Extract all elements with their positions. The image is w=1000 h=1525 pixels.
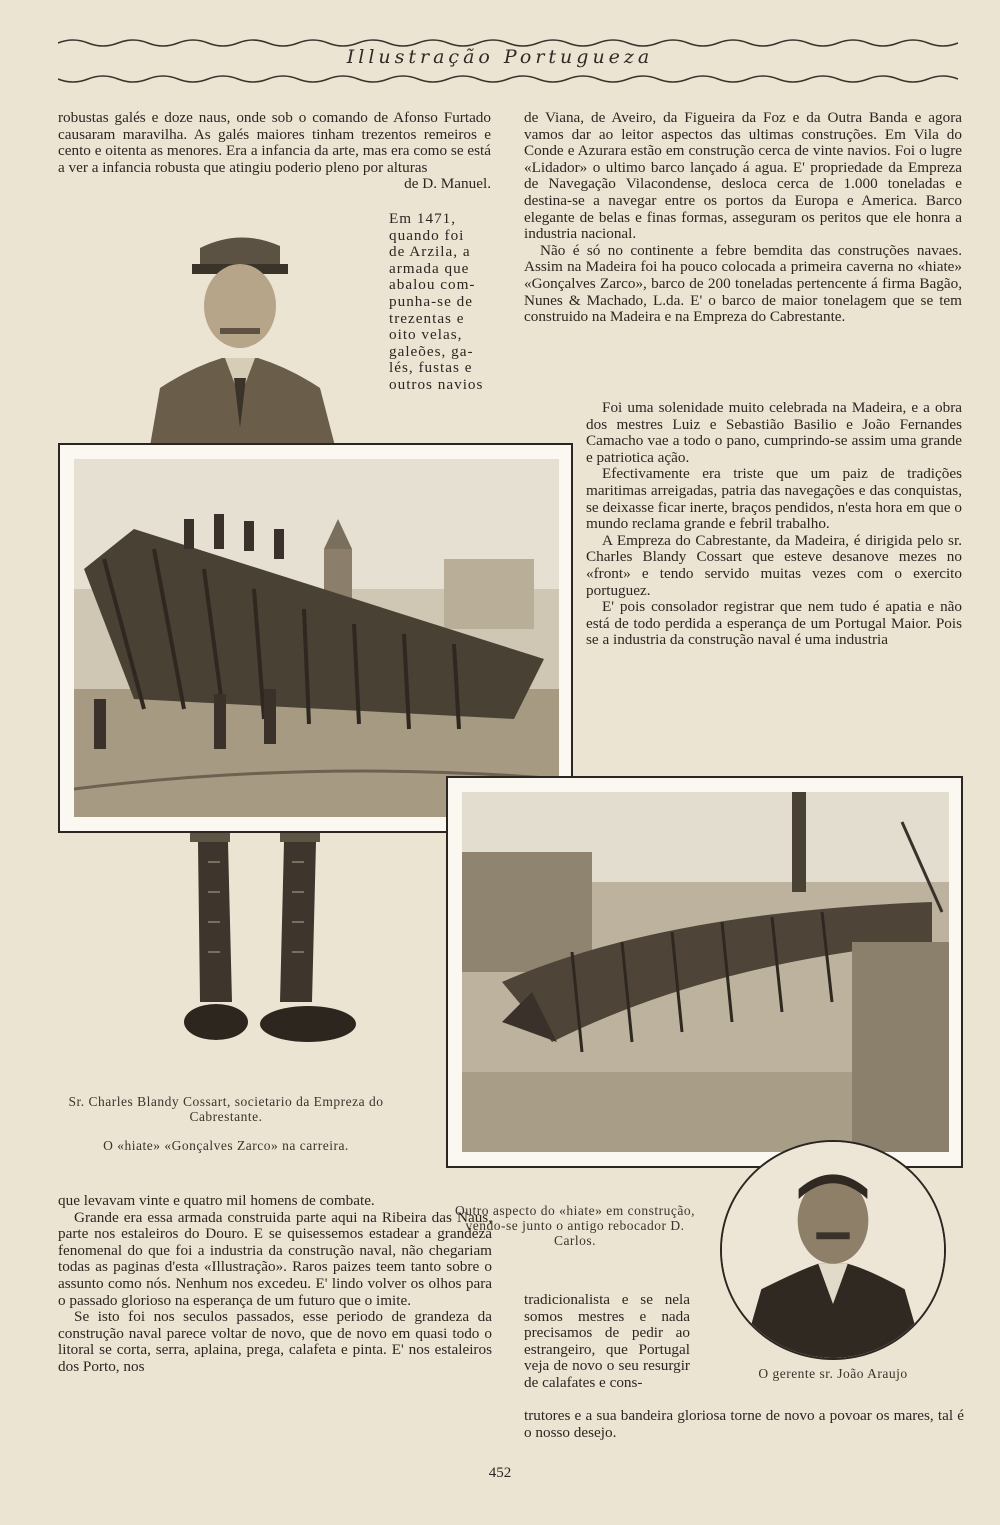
narrow-line: punha-se de	[389, 292, 473, 310]
narrow-line: Em 1471,	[389, 210, 457, 227]
photo-hiate-na-carreira	[58, 443, 573, 833]
left-paragraph-end: de D. Manuel.	[404, 175, 491, 193]
middle-bottom-paragraph: tradicionalista e se nela somos mestres e nada precisamos de pedir ao estrangeiro, que Portugal veja de novo o seu resurgir de calafates e cons-	[524, 1291, 690, 1391]
middle-bottom-narrow-text	[524, 1292, 690, 1392]
left-narrow-text	[389, 211, 494, 394]
portrait-joao-araujo	[720, 1140, 946, 1360]
caption-hiate-carreira: O «hiate» «Gonçalves Zarco» na carreira.	[103, 1138, 349, 1153]
ship-hull-construction-image	[462, 792, 949, 1152]
officer-portrait-photo	[130, 228, 345, 446]
narrow-line: quando foi	[389, 226, 465, 244]
narrow-line: trezentas e	[389, 309, 465, 327]
photo-outro-aspecto-hiate	[446, 776, 963, 1168]
right-paragraph: Efectivamente era triste que um paiz de tradições maritimas arreigadas, patria das navegações e das conquistas, se deixasse ficar inerte, braços pendidos, n'esta hora em que o mundo reclama grande e febril trabalho.	[586, 465, 962, 533]
right-paragraph: Não é só no continente a febre bemdita das construções navaes. Assim na Madeira foi ha pouco colocada a primeira caverna no «hiate» «Gonçalves Zarco», barco de 200 toneladas pertencente á firma Bagão, Nunes & Machado, L.da. E' o barco de maior tonelagem que se tem construido na Madeira e na Empreza do Cabrestante.	[524, 241, 962, 326]
middle-bottom-final-paragraph: trutores e a sua bandeira gloriosa torne de novo a povoar os mares, tal é o nosso desejo.	[524, 1407, 964, 1441]
narrow-line: oito velas,	[389, 326, 463, 344]
middle-bottom-final-text	[524, 1408, 964, 1441]
left-bottom-paragraph: Grande era essa armada construida parte aqui na Ribeira das Naus, parte nos estaleiros do Douro. E se quisessemos estadear a grandeza fenomenal do que foi a industria da construção naval, não chegariam todas as paginas d'esta «Illustração». Raros paizes teem tanto sobre o assunto como nós. Nenhum nos excedeu. E' lindo volver os olhos para o passado glorioso na esperança de um futuro que o imite.	[58, 1208, 492, 1309]
joao-araujo-photo	[722, 1142, 944, 1358]
left-bottom-paragraph: que levavam vinte e quatro mil homens de combate.	[58, 1192, 375, 1209]
narrow-line: de Arzila, a	[389, 243, 471, 261]
right-paragraph: A Empreza do Cabrestante, da Madeira, é dirigida pelo sr. Charles Blandy Cossart que esteve desanove mezes no «front» e tendo servido muitas vezes com o exercito portuguez.	[586, 531, 962, 599]
narrow-line: lés, fustas e	[389, 359, 473, 377]
left-column-top-text	[58, 110, 491, 193]
right-column-top-text	[524, 110, 962, 326]
ship-frame-construction-image	[74, 459, 559, 817]
caption-officer: Sr. Charles Blandy Cossart, societario da Empreza do Cabrestante.	[68, 1094, 384, 1124]
narrow-line: abalou com-	[389, 276, 476, 294]
right-paragraph: de Viana, de Aveiro, da Figueira da Foz e da Outra Banda e agora vamos dar ao leitor aspectos das ultimas construções. Em Vila do Conde e Azurara estão em construção cerca de vinte navios. Foi o lugre «Lidador» o ultimo barco lançado á agua. E' propriedade da Empreza de Navegação Vilacondense, desloca cerca de 1.000 toneladas e destina-se a navegar entre os portos da Europa e America. Barco elegante de belas e finas formas, asseguram os peritos que ele honra a industria nacional.	[524, 109, 962, 243]
right-paragraph: Foi uma solenidade muito celebrada na Madeira, e a obra dos mestres Luiz e Sebastião Basilio e João Fernandes Camacho vae a todo o pano, cumprindo-se assim uma grande e patriotica ação.	[586, 399, 962, 466]
caption-gerente: O gerente sr. João Araujo	[758, 1366, 908, 1381]
narrow-line: armada que	[389, 259, 470, 277]
left-paragraph: robustas galés e doze naus, onde sob o comando de Afonso Furtado causaram maravilha. As galés maiores tinham trezentos remeiros e cento e oitenta as menores. Era a infancia da arte, mas era como se está a ver a infancia robusta que atingiu poderio pleno por alturas	[58, 109, 491, 176]
page-number: 452	[488, 1465, 512, 1481]
header-wave-bottom	[58, 72, 958, 86]
officer-legs-photo	[180, 832, 370, 1047]
page-header-title: Illustração Portugueza	[346, 46, 654, 68]
left-bottom-paragraph: Se isto foi nos seculos passados, esse periodo de grandeza da construção naval parece voltar de novo, que de novo em quasi todo o litoral se corta, serra, aplaina, prega, calafeta e pinta. E' nos estaleiros dos Porto, nos	[58, 1308, 492, 1375]
right-column-middle-text	[586, 400, 962, 649]
right-paragraph: E' pois consolador registrar que nem tudo é apatia e não está de todo perdida a esperança de um Portugal Maior. Pois se a industria da construção naval é uma industria	[586, 598, 962, 649]
narrow-line: galeões, ga-	[389, 342, 474, 360]
left-column-bottom-text	[58, 1193, 492, 1376]
narrow-line: outros navios	[389, 375, 484, 393]
caption-outro-aspecto: Outro aspecto do «hiate» em construção, vendo-se junto o antigo rebocador D. Carlos.	[455, 1203, 695, 1248]
